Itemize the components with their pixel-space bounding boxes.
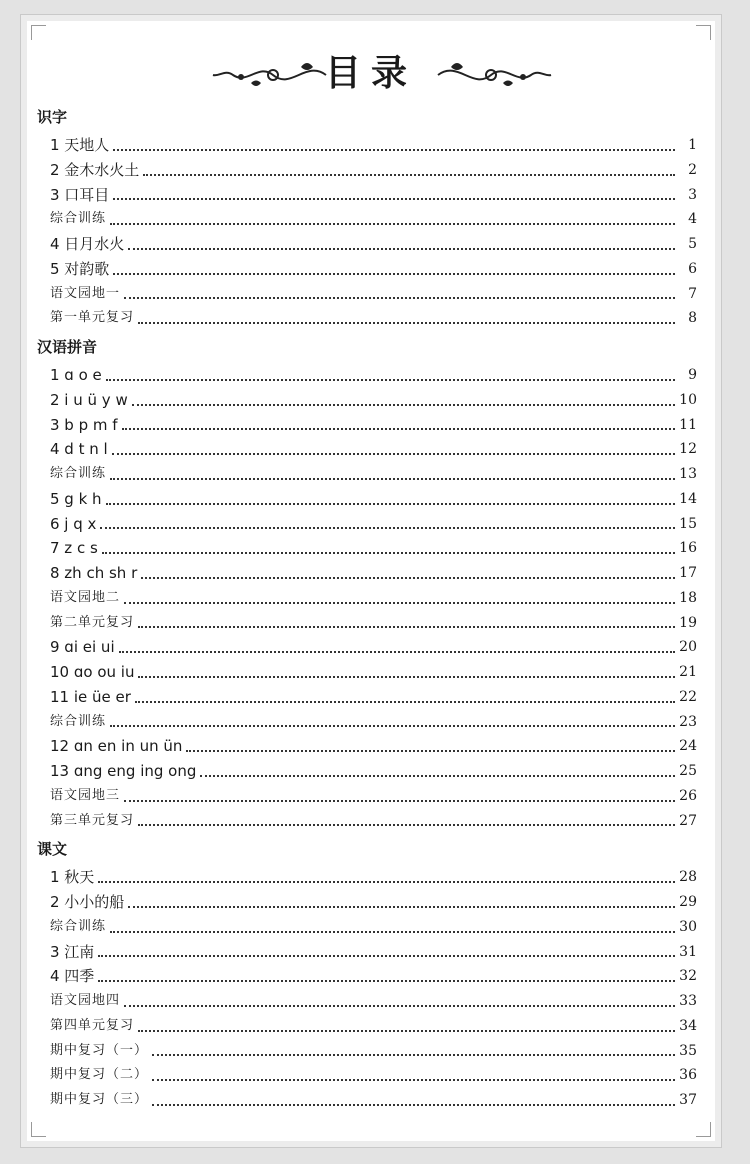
toc-entry[interactable]: [37, 784, 697, 809]
toc-entry[interactable]: [37, 635, 697, 660]
entry-title: 12 ɑn en in un ün: [50, 737, 183, 756]
entry-title: 10 ɑo ou iu: [50, 663, 135, 681]
corner-mark: [696, 25, 711, 40]
dot-leader: [186, 750, 675, 752]
dot-leader: [143, 174, 675, 176]
section-heading: 课文: [37, 840, 68, 859]
toc-entry[interactable]: [37, 989, 697, 1014]
dot-leader: [138, 626, 675, 628]
right-ornament-icon: [433, 55, 553, 95]
dot-leader: [112, 453, 675, 455]
entry-title: 综合训练: [50, 713, 107, 729]
toc-entry[interactable]: [37, 232, 697, 257]
dot-leader: [110, 931, 675, 933]
entry-title: 期中复习（二）: [50, 1067, 149, 1083]
dot-leader: [110, 223, 675, 225]
page-number: 3: [688, 186, 697, 203]
page-number: 4: [688, 211, 697, 228]
page-number: 17: [679, 565, 697, 581]
page-number: 6: [688, 260, 697, 277]
entry-title: 2 小小的船: [50, 893, 125, 911]
dot-leader: [200, 775, 675, 777]
toc-entry[interactable]: [37, 536, 697, 561]
toc-entry[interactable]: [37, 437, 697, 462]
toc-entry[interactable]: [37, 1014, 697, 1039]
entry-title: 3 b p m f: [50, 415, 118, 434]
toc-entry[interactable]: [37, 1039, 697, 1064]
entry-title: 4 四季: [50, 967, 95, 986]
page-number: 2: [688, 161, 697, 178]
dot-leader: [128, 248, 675, 250]
toc-entry[interactable]: [37, 809, 697, 834]
page-number: 5: [688, 236, 697, 252]
dot-leader: [119, 651, 675, 653]
dot-leader: [132, 404, 675, 406]
dot-leader: [98, 980, 675, 982]
toc-entry[interactable]: [37, 964, 697, 989]
toc-entry[interactable]: [37, 915, 697, 940]
toc-entry[interactable]: [37, 363, 697, 388]
dot-leader: [124, 297, 675, 299]
entry-title: 5 g k h: [50, 489, 102, 508]
toc-entry[interactable]: [37, 183, 697, 208]
dot-leader: [113, 198, 675, 200]
page-title: 目录: [324, 52, 417, 94]
entry-title: 第三单元复习: [50, 812, 135, 828]
dot-leader: [138, 1030, 675, 1032]
corner-mark: [31, 1122, 46, 1137]
page-number: 29: [679, 894, 697, 910]
entry-title: 第一单元复习: [50, 310, 135, 326]
section-heading: 汉语拼音: [37, 338, 98, 356]
dot-leader: [152, 1104, 675, 1106]
entry-title: 7 z c s: [50, 539, 98, 558]
entry-title: 1 秋天: [50, 868, 95, 887]
toc-entry[interactable]: [37, 487, 697, 512]
toc-entry[interactable]: [37, 462, 697, 487]
entry-title: 2 i u ü y w: [50, 390, 128, 409]
toc-entry[interactable]: [37, 759, 697, 784]
page-number: 19: [679, 614, 697, 631]
entry-title: 6 j q x: [50, 514, 97, 533]
corner-mark: [696, 1122, 711, 1137]
page-number: 32: [679, 968, 697, 985]
toc-entry[interactable]: [37, 734, 697, 759]
dot-leader: [113, 149, 675, 151]
toc-entry[interactable]: [37, 586, 697, 611]
toc-entry[interactable]: [37, 611, 697, 636]
toc-entry[interactable]: [37, 865, 697, 890]
page-number: 16: [679, 540, 697, 557]
toc-entry[interactable]: [37, 306, 697, 331]
page-number: 30: [679, 918, 697, 935]
dot-leader: [138, 322, 675, 324]
entry-title: 1 天地人: [50, 136, 110, 154]
entry-title: 8 zh ch sh r: [50, 564, 138, 582]
entry-title: 综合训练: [50, 211, 107, 227]
dot-leader: [135, 701, 675, 703]
page-number: 35: [679, 1042, 697, 1059]
dot-leader: [110, 478, 675, 480]
dot-leader: [106, 379, 675, 381]
entry-title: 4 日月水火: [50, 235, 125, 253]
entry-title: 语文园地二: [50, 589, 121, 605]
entry-title: 13 ɑng eng ing ong: [50, 762, 197, 780]
entry-title: 第四单元复习: [50, 1017, 135, 1033]
entry-title: 4 d t n l: [50, 440, 108, 459]
dot-leader: [138, 824, 675, 826]
page-number: 13: [679, 466, 697, 482]
page-number: 31: [679, 943, 697, 960]
page-number: 11: [679, 416, 697, 433]
dot-leader: [141, 577, 675, 579]
dot-leader: [113, 273, 675, 275]
dot-leader: [100, 527, 675, 529]
page-number: 34: [679, 1017, 697, 1034]
entry-title: 11 ie üe er: [50, 687, 131, 706]
toc-entry[interactable]: [37, 282, 697, 307]
toc-entry[interactable]: [37, 1088, 697, 1113]
page-number: 25: [679, 763, 697, 779]
page-number: 1: [688, 137, 697, 153]
dot-leader: [152, 1079, 675, 1081]
page-number: 18: [679, 589, 697, 606]
dot-leader: [152, 1054, 675, 1056]
page-number: 33: [679, 993, 697, 1009]
toc-entry[interactable]: [37, 660, 697, 685]
page: [20, 14, 722, 1148]
page-number: 10: [679, 391, 697, 408]
dot-leader: [98, 881, 675, 883]
dot-leader: [128, 906, 675, 908]
entry-title: 期中复习（三）: [50, 1092, 149, 1107]
dot-leader: [122, 428, 675, 430]
entry-title: 语文园地三: [50, 787, 121, 803]
page-number: 28: [679, 869, 697, 886]
dot-leader: [124, 602, 675, 604]
dot-leader: [124, 800, 675, 802]
page-number: 8: [688, 310, 697, 327]
toc-entry[interactable]: [37, 561, 697, 586]
page-number: 36: [679, 1067, 697, 1084]
section-heading: 识字: [37, 108, 68, 126]
page-number: 21: [679, 664, 697, 680]
toc-entry[interactable]: [37, 685, 697, 710]
page-number: 20: [679, 639, 697, 656]
toc-entry[interactable]: [37, 1063, 697, 1088]
page-number: 14: [679, 490, 697, 507]
page-number: 24: [679, 738, 697, 755]
dot-leader: [110, 725, 675, 727]
toc-entry[interactable]: [37, 207, 697, 232]
toc-entry[interactable]: [37, 388, 697, 413]
page-number: 7: [688, 285, 697, 302]
dot-leader: [102, 552, 675, 554]
entry-title: 综合训练: [50, 466, 107, 481]
dot-leader: [98, 955, 675, 957]
page-number: 15: [679, 515, 697, 532]
entry-title: 2 金木水火土: [50, 160, 140, 179]
entry-title: 3 口耳目: [50, 185, 110, 204]
entry-title: 3 江南: [50, 942, 95, 961]
page-number: 12: [679, 441, 697, 458]
toc-entry[interactable]: [37, 413, 697, 438]
toc-entry[interactable]: [37, 710, 697, 735]
dot-leader: [138, 676, 675, 678]
entry-title: 5 对韵歌: [50, 259, 110, 278]
table-of-contents: [37, 107, 697, 1119]
entry-title: 1 ɑ o e: [50, 366, 102, 384]
entry-title: 语文园地四: [50, 993, 121, 1008]
toc-entry[interactable]: [37, 890, 697, 915]
entry-title: 综合训练: [50, 918, 107, 934]
dot-leader: [106, 503, 675, 505]
page-number: 26: [679, 787, 697, 804]
page-number: 9: [688, 367, 697, 383]
toc-entry[interactable]: [37, 257, 697, 282]
toc-entry[interactable]: [37, 940, 697, 965]
entry-title: 第二单元复习: [50, 614, 135, 630]
toc-entry[interactable]: [37, 133, 697, 158]
page-number: 37: [679, 1092, 697, 1108]
page-number: 22: [679, 688, 697, 705]
section-gap: [37, 1113, 697, 1119]
dot-leader: [124, 1005, 675, 1007]
entry-title: 期中复习（一）: [50, 1042, 149, 1058]
corner-mark: [31, 25, 46, 40]
page-number: 27: [679, 812, 697, 829]
entry-title: 语文园地一: [50, 285, 121, 301]
toc-entry[interactable]: [37, 512, 697, 537]
toc-header: [21, 45, 721, 115]
page-number: 23: [679, 713, 697, 730]
entry-title: 9 ɑi ei ui: [50, 638, 115, 657]
toc-entry[interactable]: [37, 158, 697, 183]
